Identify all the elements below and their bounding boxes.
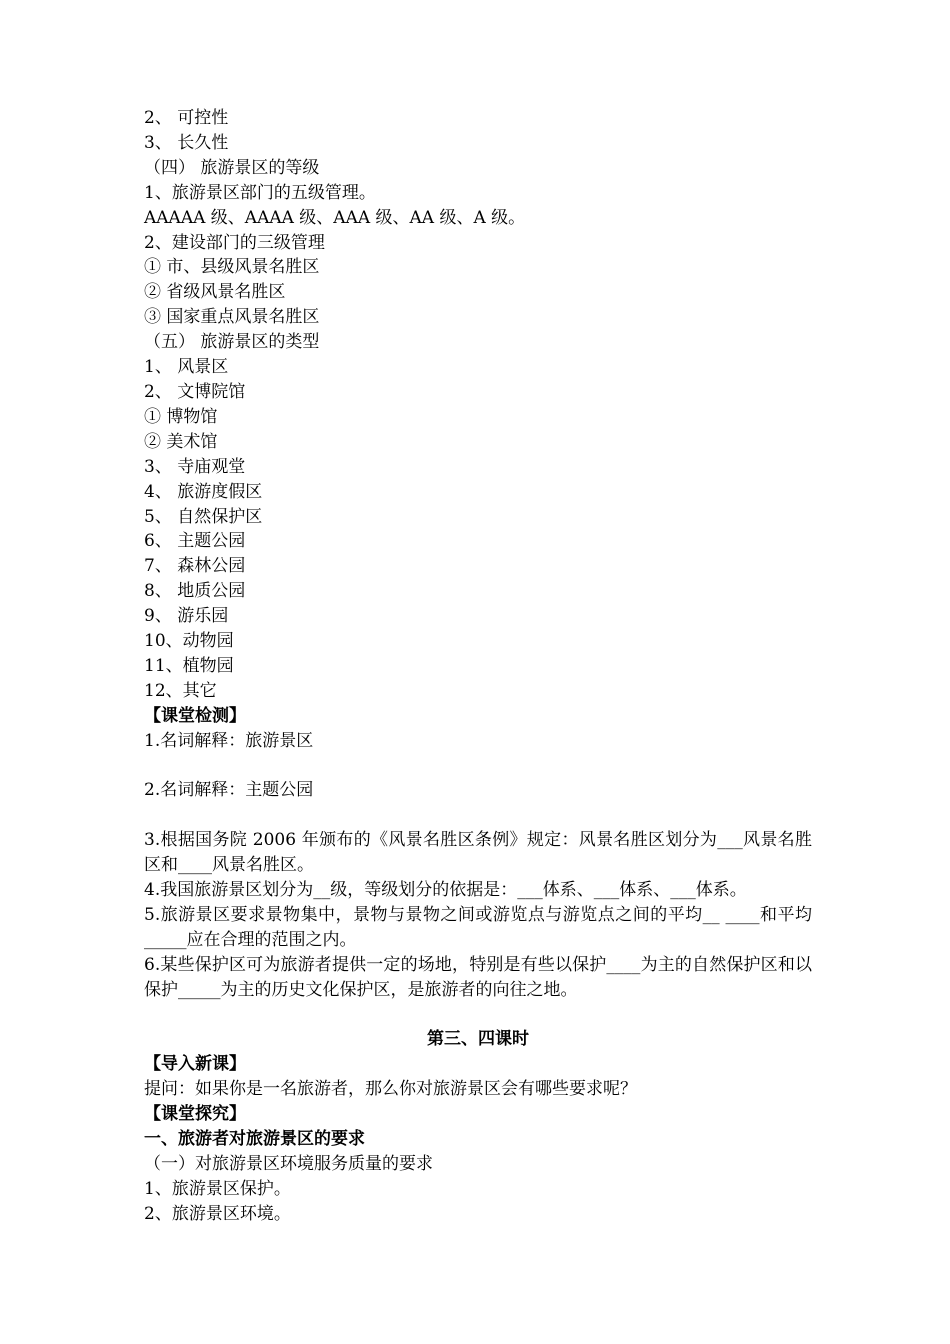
lesson-title: 第三、四课时 — [427, 1029, 529, 1050]
question-5: 5.旅游景区要求景物集中，景物与景物之间或游览点与游览点之间的平均__ ____和平均_____应在合理的范围之内。 — [144, 904, 812, 950]
text-line: ② 省级风景名胜区 — [144, 282, 286, 303]
text-line: 11、植物园 — [144, 655, 234, 676]
list-item: 2、旅游景区环境。 — [144, 1203, 291, 1224]
check-heading: 【课堂检测】 — [144, 705, 246, 726]
section-title: 一、旅游者对旅游景区的要求 — [144, 1129, 365, 1150]
text-line: 1、 风景区 — [144, 357, 229, 378]
text-line: ① 市、县级风景名胜区 — [144, 257, 320, 278]
question-1: 1.名词解释：旅游景区 — [144, 730, 314, 751]
intro-text: 提问：如果你是一名旅游者，那么你对旅游景区会有哪些要求呢？ — [144, 1079, 637, 1100]
explore-heading: 【课堂探究】 — [144, 1104, 246, 1125]
answer-space — [144, 803, 812, 828]
text-line: 5、 自然保护区 — [144, 506, 263, 527]
text-line: 12、其它 — [144, 680, 217, 701]
text-line: 10、动物园 — [144, 631, 234, 652]
text-line: 2、 文博院馆 — [144, 381, 246, 402]
list-item: 1、旅游景区保护。 — [144, 1178, 291, 1199]
question-6: 6.某些保护区可为旅游者提供一定的场地，特别是有些以保护____为主的自然保护区和以保护_____为主的历史文化保护区，是旅游者的向往之地。 — [144, 954, 812, 1000]
text-line: 1、旅游景区部门的五级管理。 — [144, 182, 376, 203]
text-line: 3、 长久性 — [144, 132, 229, 153]
text-line: 4、 旅游度假区 — [144, 481, 263, 502]
text-line: ① 博物馆 — [144, 406, 218, 427]
text-line: AAAAA 级、AAAA 级、AAA 级、AA 级、A 级。 — [144, 207, 526, 228]
question-4: 4.我国旅游景区划分为__级，等级划分的依据是：___体系、___体系、___体系。 — [144, 880, 747, 901]
spacer — [144, 1003, 812, 1028]
answer-space — [144, 754, 812, 779]
document-page — [144, 106, 812, 1227]
text-line: （四） 旅游景区的等级 — [144, 157, 320, 178]
text-line: （五） 旅游景区的类型 — [144, 332, 320, 353]
text-line: 2、建设部门的三级管理 — [144, 232, 325, 253]
text-line: 7、 森林公园 — [144, 556, 246, 577]
text-line: 9、 游乐园 — [144, 606, 229, 627]
text-line: 3、 寺庙观堂 — [144, 456, 246, 477]
subsection-title: （一）对旅游景区环境服务质量的要求 — [144, 1154, 433, 1175]
text-line: 8、 地质公园 — [144, 581, 246, 602]
question-2: 2.名词解释：主题公园 — [144, 780, 314, 801]
text-line: 6、 主题公园 — [144, 531, 246, 552]
text-line: ② 美术馆 — [144, 431, 218, 452]
intro-heading: 【导入新课】 — [144, 1054, 246, 1075]
text-line: 2、 可控性 — [144, 108, 229, 128]
text-line: ③ 国家重点风景名胜区 — [144, 307, 320, 328]
question-3: 3.根据国务院 2006 年颁布的《风景名胜区条例》规定：风景名胜区划分为___风景名胜区和____风景名胜区。 — [144, 830, 812, 876]
